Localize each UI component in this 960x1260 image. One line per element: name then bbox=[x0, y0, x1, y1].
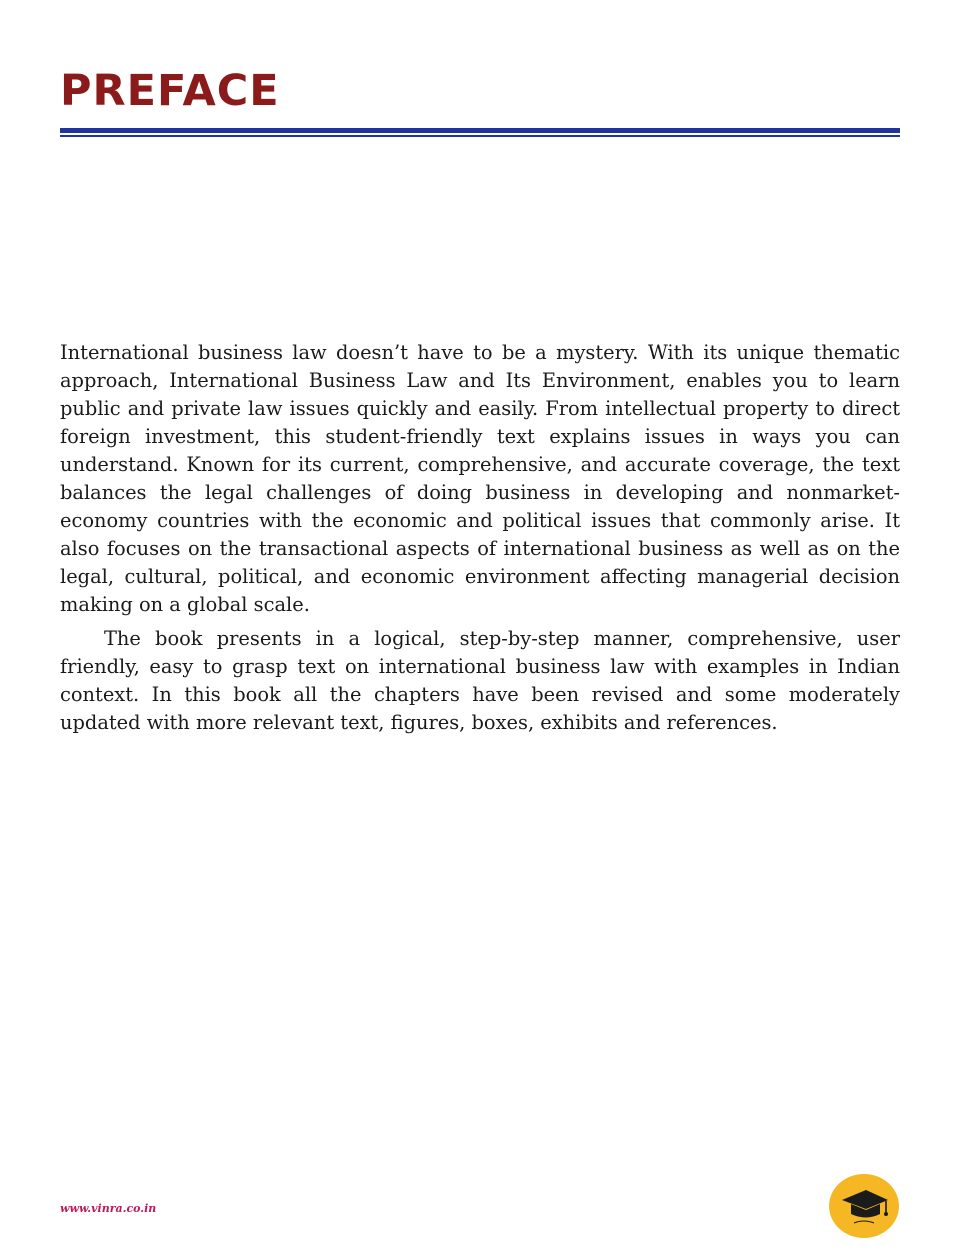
title-rule-thin bbox=[60, 135, 900, 137]
graduation-cap-icon bbox=[828, 1173, 900, 1239]
preface-body bbox=[60, 339, 900, 737]
paragraph-2: The book presents in a logical, step-by-step manner, comprehensive, user friendly, easy to grasp text on international business law with examples in Indian context. In this book all the chapters have been revised and some moderately updated with more relevant text, figures, boxes, exhibits and references. bbox=[60, 627, 900, 734]
footer-website-link[interactable]: www.vinra.co.in bbox=[60, 1202, 157, 1215]
page-title: PREFACE bbox=[60, 66, 280, 116]
paragraph-1: International business law doesn’t have to be a mystery. With its unique thematic approach, International Business Law and Its Environment, enables you to learn public and private law issues quickly and easily. From intellectual property to direct foreign investment, this student-friendly text explains issues in ways you can understand. Known for its current, comprehensive, and accurate coverage, the text balances the legal challenges of doing business in developing and nonmarket-economy countries with the economic and political issues that commonly arise. It also focuses on the transactional aspects of international business as well as on the legal, cultural, political, and economic environment affecting managerial decision making on a global scale. bbox=[60, 341, 900, 616]
title-rule-thick bbox=[60, 128, 900, 133]
